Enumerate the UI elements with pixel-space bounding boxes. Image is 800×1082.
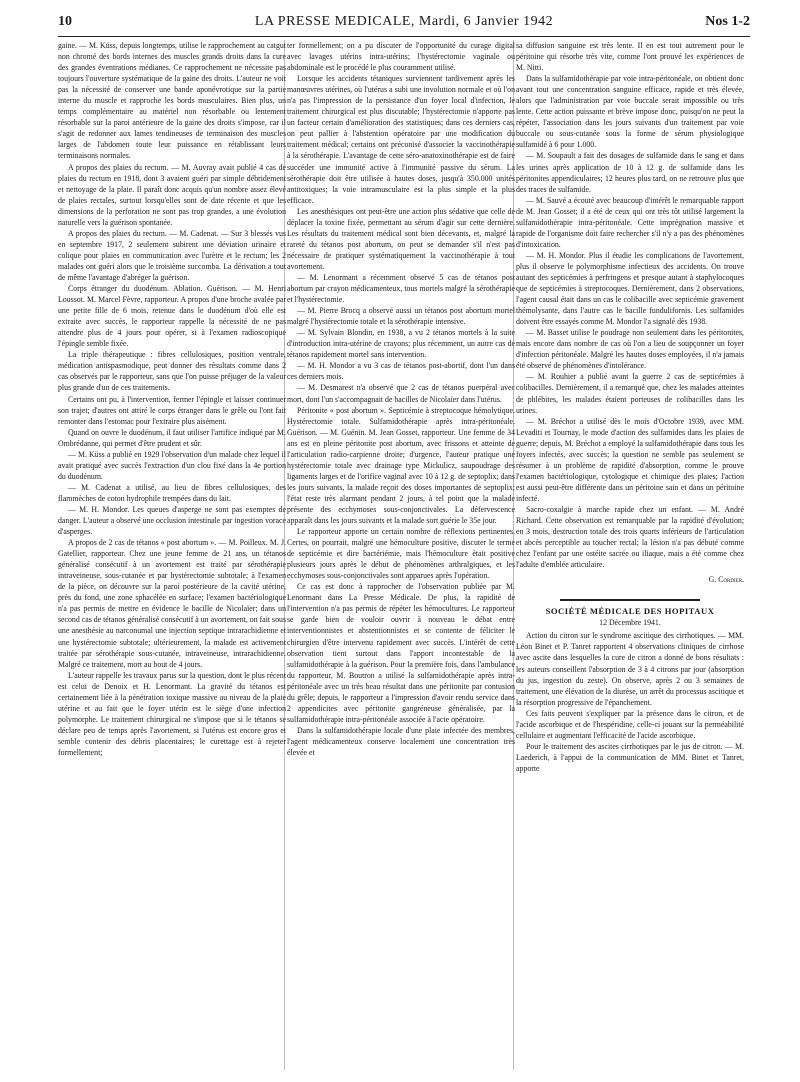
paragraph: Dans la sulfamidothérapie locale d'une plaie infectée des membres, l'agent médicamenteux conserve localement une concentration très élevée et [287, 725, 515, 757]
paragraph: Le rapporteur apporte un certain nombre de réflexions pertinentes. Certes, on pourrait, malgré une hémoculture positive, discuter le terme de septicémie et dire bactériémie, mais l'hémoculture était positive plusieurs jours après le début de phénomènes arthralgiques, et les ecchymoses sous-conjonctivales sont apparues après l'opération. [287, 527, 515, 581]
paragraph: L'auteur rappelle les travaux parus sur la question, dont le plus récent est celui de Denoix et H. Lenormant. La gravité du tétanos est certainement liée à la pénétration toxique massive au niveau de la plaie utérine et au fait que le foyer utérin est le siège d'une infection polymorphe. Le traitement chirurgical ne s'impose que si le tétanos se déclare peu de temps après l'avortement, si l'utérus est encore gros et semble contenir des débris placentaires; le curettage est à rejeter formellement; [58, 670, 286, 757]
paragraph: Pour le traitement des ascites cirrhotiques par le jus de citron. — M. Laederich, à l'appui de la communication de MM. Binet et Tanret, apporte [516, 741, 744, 773]
journal-name: LA PRESSE MEDICALE, [254, 14, 415, 29]
issue-date: Mardi, 6 Janvier 1942 [418, 14, 554, 29]
society-title: SOCIÉTÉ MÉDICALE DES HOPITAUX [545, 606, 715, 617]
paragraph: Lorsque les accidents tétaniques surviennent tardivement après les manœuvres utérines, où l'utérus a subi une involution normale et où l'on n'a pas l'impression de la persistance d'un foyer local d'infection, le traitement chirurgical est plus discutable; l'hystérectomie n'apporte pas un facteur certain d'amélioration des statistiques; dans ces derniers cas, on peut pallier à l'abstention opératoire par une modification du traitement médical; certains ont préconisé d'associer la vaccinothérapie à la sérothérapie. L'avantage de cette séro-anatoxinothérapie est de faire succéder une immunité active à l'immunité passive du sérum. La sérothérapie doit être utilisée à hautes doses, jusqu'à 350.000 unités antitoxiques; la voie intramusculaire est la plus simple et la plus efficace. [287, 74, 515, 205]
paragraph: La triple thérapeutique : fibres cellulosiques, position ventrale, médication antispasmodique, peut donner des résultats comme dans 2 cas observés par le rapporteur, sans que l'on puisse préjuger de la valeur plus grande d'un de ces traitements. [58, 350, 286, 393]
paragraph: — M. Rouhier a publié avant la guerre 2 cas de septicémies à colibacilles. Dernièrement, il a remarqué que, chez les malades atteintes de phlébites, les malades étaient porteuses de colibacilles dans les urines. [516, 372, 744, 415]
society-date: 12 Décembre 1941. [599, 618, 661, 628]
paragraph: Péritonite « post abortum ». Septicémie à streptocoque hémolytique. Hystérectomie totale. Sulfamidothérapie après intra-péritonéale. Guérison. — M. Guénin. M. Jean Gosset, rapporteur. Une femme de 34 ans est en pleine péritonite post abortum, avec frissons et atteinte de l'articulation radio-carpienne droite; d'urgence, l'auteur pratique une hystérectomie totale avec drainage type Mickulicz, saupoudrage des ligaments larges et de l'orifice vaginal avec 10 à 12 g. de septoplix; dans les jours suivants, la malade reçoit des doses importantes de septoplix; l'état reste très alarmant pendant 2 jours, à tel point que la malade présente des ecchymoses sous-conjonctivales. La défervescence apparaît dans les jours suivants et la malade sort guérie le 35e jour. [287, 405, 515, 526]
paragraph: Ces faits peuvent s'expliquer par la présence dans le citron, et de l'acide ascorbique et de l'hespéridine, celle-ci jouant sur la perméabilité cellulaire et augmentant l'efficacité de l'acide ascorbique. [516, 708, 744, 740]
paragraph: A propos des plaies du rectum. — M. Cadenat. — Sur 3 blessés vus en septembre 1917, 2 seulement subirent une déviation urinaire et colique pour plaies en communication avec l'urètre et le rectum; les 2 malades ont guéri alors que le troisième succomba. La dérivation a tout de même l'avantage d'abréger la guérison. [58, 228, 286, 282]
paragraph: — M. H. Mondor. Plus il étudie les complications de l'avortement, plus il observe le polymorphisme infectieux des accidents. On trouve autant des septicémies à perfringens et presque autant à staphylocoques que de septicémies à streptocoques. Dernièrement, dans 2 observations, l'agent causal était dans un cas le colibacille avec septicémie gravement thémolysante, dans l'autre cas le bacille fundulifornis. Les sulfamides doivent être essayés comme M. Mondor l'a signalé dès 1938. [516, 250, 744, 327]
paragraph: Corps étranger du duodénum. Ablation. Guérison. — M. Henri Loussot. M. Marcel Fèvre, rapporteur. A propos d'une broche avalée par une petite fille de 6 mois, retenue dans le duodénum d'où elle est extraite avec succès, le rapporteur rappelle la nécessité de ne pas attendre plus de 4 jours pour opérer, si à l'examen radioscopique l'épingle semble fixée. [58, 284, 286, 349]
issue-number: Nos 1-2 [705, 14, 750, 29]
paragraph: — M. Sauvé a écouté avec beaucoup d'intérêt le remarquable rapport de M. Jean Gosset; il a été de ceux qui ont très tôt utilisé largement la sulfamidothérapie intra-péritonéale. Cette imprégnation massive et rapide de l'organisme doit faire rechercher s'il n'y a pas des phénomènes d'intoxication. [516, 195, 744, 249]
society-section [516, 599, 744, 628]
paragraph: — M. Pierre Brocq a observé aussi un tétanos post abortum mortel malgré l'hystérectomie totale et la sérothérapie intensive. [287, 306, 515, 327]
paragraph: — M. H. Mondor. Les queues d'asperge ne sont pas exemptes de danger. L'auteur a observé une occlusion intestinale par ingestion vorace d'asperges. [58, 504, 286, 537]
paragraph: — M. Basset utilise le poudrage non seulement dans les péritonites, mais encore dans nombre de cas où l'on a lieu de soupçonner un foyer d'infection péritonéale. Malgré les hautes doses employées, il n'a jamais été observé de phénomènes d'intolérance. [516, 328, 744, 371]
paragraph: Quand on ouvre le duodénum, il faut utiliser l'artifice indiqué par M. Ombrédanne, qui permet d'être prudent et sûr. [58, 427, 286, 448]
paragraph: Action du citron sur le syndrome ascitique des cirrhotiques. — MM. Léon Binet et P. Tanret rapportent 4 observations cliniques de cirrhose avec ascite dans lesquelles la cure de citron a donné de bons résultats : les auteurs conseillent l'absorption de 3 à 4 citrons par jour (absorption du jus, ingestion du zeste). On observe, après 2 ou 3 semaines de traitement, une élévation de la diurèse, un arrêt du processus ascitique et la résorption progressive de l'épanchement. [516, 631, 744, 707]
paragraph: — M. Desmarest n'a observé que 2 cas de tétanos puerpéral avec mort, dont l'un s'accompagnait de bacilles de Nicolaïer dans l'utérus. [287, 383, 515, 404]
column-1 [58, 40, 286, 1070]
paragraph: A propos des plaies du rectum. — M. Auvray avait publié 4 cas de plaies du rectum en 1918, dont 3 avaient guéri par simple débridement et nettoyage de la plaie. Il paraît donc acquis qu'un nombre assez élevé de plaies rectales, surtout lorsqu'elles sont de date récente et que les dimensions de la perforation ne sont pas trop grandes, a une évolution naturelle vers la guérison spontanée. [58, 162, 286, 227]
paragraph: — M. Küss a publié en 1929 l'observation d'un malade chez lequel il avait pratiqué avec succès l'extraction d'un clou fixé dans la 4e portion du duodénum. [58, 449, 286, 481]
paragraph: Dans la sulfamidothérapie par voie intra-péritonéale, on obtient donc avant tout une concentration sanguine efficace, rapide et très élevée, alors que l'administration par voie buccale serait impossible ou très lente. Cette action puissante et brève impose donc, puisqu'on ne peut la répéter, l'association dans les jours suivants d'un traitement par voie buccale ou sous-cutanée sous la forme de sérum physiologique sulfamidé à 6 pour 1.000. [516, 74, 744, 150]
paragraph: Les anesthésiques ont peut-être une action plus sédative que celle de déplacer la toxine fixée, permettant au sérum d'agir sur cette dernière. Les résultats du traitement médical sont bien décevants, et, malgré la rareté du tétanos post abortum, on peut se demander s'il n'est pas nécessaire de pratiquer systématiquement la vaccinothérapie à tout avortement. [287, 206, 515, 271]
section-rule [560, 599, 700, 601]
paragraph: — M. Lenormant a récemment observé 5 cas de tétanos post abortum par crayon médicamenteux, tous mortels malgré la sérothérapie et l'hystérectomie. [287, 272, 515, 305]
paragraph: gaine. — M. Küss, depuis longtemps, utilise le rapprochement au catgut non chromé des bords internes des muscles grands droits dans la cure des grandes éventrations médianes. Ce rapprochement ne nécessite pas toujours l'ouverture systématique de la gaine des droits. L'auteur ne voit pas la nécessité de conserver une bande aponévrotique sur la partie interne du muscle et rapproche les bords musculaires. Bien plus, un temps complémentaire au matériel non résorbable ou lentement résorbable sur la paroi antérieure de la gaine des droits s'impose, car il s'agit de redonner aux lames tendineuses de terminaison des muscles larges de l'abdomen toute leur puissance en rétablissant leurs terminaisons normales. [58, 41, 286, 161]
paragraph: — M. H. Mondor a vu 3 cas de tétanos post-abortif, dont l'un dans ces derniers mois. [287, 361, 515, 382]
paragraph: Ce cas est donc à rapprocher de l'observation publiée par M. Lenormant dans La Presse Médicale. De plus, la rapidité de l'intervention n'a pas permis de répéter les hémocultures. Le rapporteur se garde bien de vouloir ouvrir à nouveau le débat entre interventionnistes et abstentionnistes et se contente de féliciter le chirurgien d'être intervenu rapidement avec succès. L'intérêt de cette observation tient surtout dans l'apport incontestable de la sulfamidothérapie à la guérison. Pour la première fois, dans l'ambulance du rapporteur, M. Boutron a utilisé la sulfamidothérapie après intra-péritonéale avec un très beau résultat dans une péritonite par contusion du grêle; depuis, le rapporteur a l'impression d'avoir rendu service dans 2 appendicites avec péritonite gangréneuse généralisée, par la sulfamidothérapie intra-péritonéale associée à l'acte opératoire. [287, 582, 515, 724]
paragraph: — M. Cadenat a utilisé, au lieu de fibres cellulosiques, des flammèches de coton hydrophile trempées dans du lait. [58, 482, 286, 503]
paragraph: ter formellement; on a pu discuter de l'opportunité du curage digital avec lavages utérins intra-utérins; l'hystérectomie vaginale ou abdominale est le procédé le plus couramment utilisé. [287, 41, 515, 73]
paragraph: A propos de 2 cas de tétanos « post abortum ». — M. Poilleux. M. J. Gatellier, rapporteur. Chez une jeune femme de 21 ans, un tétanos généralisé consécutif à un avortement est traité par sérothérapie intraveineuse, sous-cutanée et par hystérectomie subtotale; à l'examen de la pièce, on découvre sur la paroi postérieure de la cavité utérine, près du fond, une zone sphacélée en surface; l'examen bactériologique n'a pas permis de mettre en évidence le bacille de Nicolaïer; dans un second cas de tétanos généralisé consécutif à un avortement, on fait sous une anesthésie au narconumal une injection septique intrarachidienne et une hystérectomie subtotale; ultérieurement, la malade est activement traitée par sérothérapie sous-cutanée, intraveineuse, intrarachidienne. Malgré ce traitement, mort au bout de 4 jours. [58, 538, 286, 669]
page-header [58, 12, 750, 37]
paragraph: Certains ont pu, à l'intervention, fermer l'épingle et laisser continuer son trajet; d'autres ont attiré le corps étranger dans le grêle ou l'ont fait remonter dans l'estomac pour l'extraire plus aisément. [58, 394, 286, 426]
paragraph: — M. Bréchot a utilisé dès le mois d'Octobre 1939, avec MM. Levaditi et Tournay, le mode d'action des sulfamides dans les plaies de guerre; depuis, M. Bréchot a employé la sulfamidothérapie dans tous les foyers infectés, avec succès; la question ne semble pas seulement se résumer à un problème de rapidité d'absorption, comme le prouve l'examen bactériologique, cytologique et chimique des plaies; l'action est aussi peut-être différente dans un péritoine sain et dans un péritoine infecté. [516, 416, 744, 503]
paragraph: Sacro-coxalgie à marche rapide chez un enfant. — M. André Richard. Cette observation est remarquable par la rapidité d'évolution; en 3 mois, destruction totale des trois quarts inférieurs de l'articulation et abcès perceptible au toucher rectal; la lésion n'a pas débuté comme chez l'enfant par une ostéite sacrée ou iliaque, mais a été comme chez l'adulte d'emblée articulaire. [516, 504, 744, 570]
column-3 [516, 40, 744, 1070]
running-head [58, 14, 750, 30]
page-number: 10 [58, 14, 72, 29]
author-signature: G. Cordier. [708, 575, 744, 585]
paragraph: — M. Sylvain Blondin, en 1938, a vu 2 tétanos mortels à la suite d'introduction intra-utérine de crayons; plus récemment, un autre cas de tétanos rapidement mortel sans intervention. [287, 328, 515, 360]
paragraph: — M. Soupault a fait des dosages de sulfamide dans le sang et dans les urines après application de 10 à 12 g. de sulfamide dans les péritonites appendiculaires; 12 heures plus tard, on ne retrouve plus que des traces de sulfamide. [516, 151, 744, 194]
column-2 [287, 40, 515, 1070]
paragraph: sa diffusion sanguine est très lente. Il en est tout autrement pour le péritoine qui résorbe très vite, comme l'ont prouvé les expériences de M. Nitti. [516, 41, 744, 73]
